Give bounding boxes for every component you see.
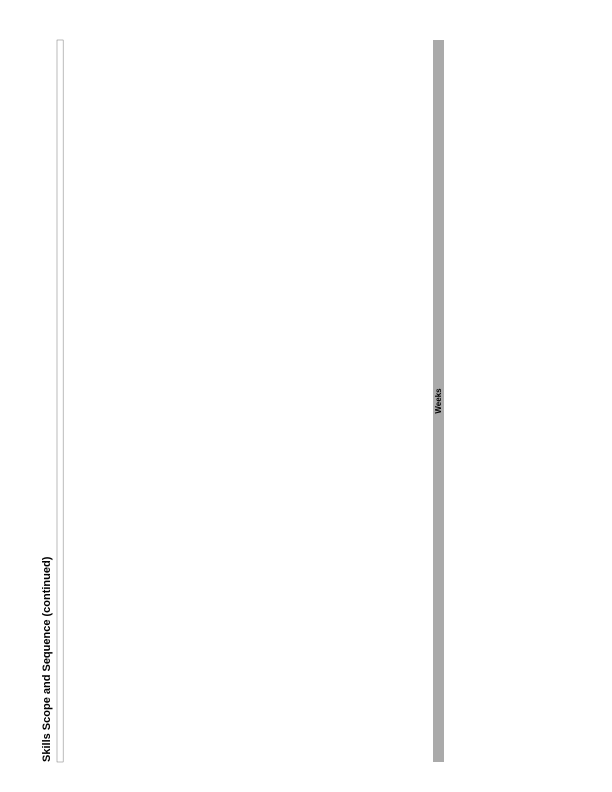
section-header-row: [57, 40, 63, 762]
page-title: Skills Scope and Sequence (continued): [41, 556, 53, 762]
weeks-label: Weeks: [434, 388, 443, 414]
